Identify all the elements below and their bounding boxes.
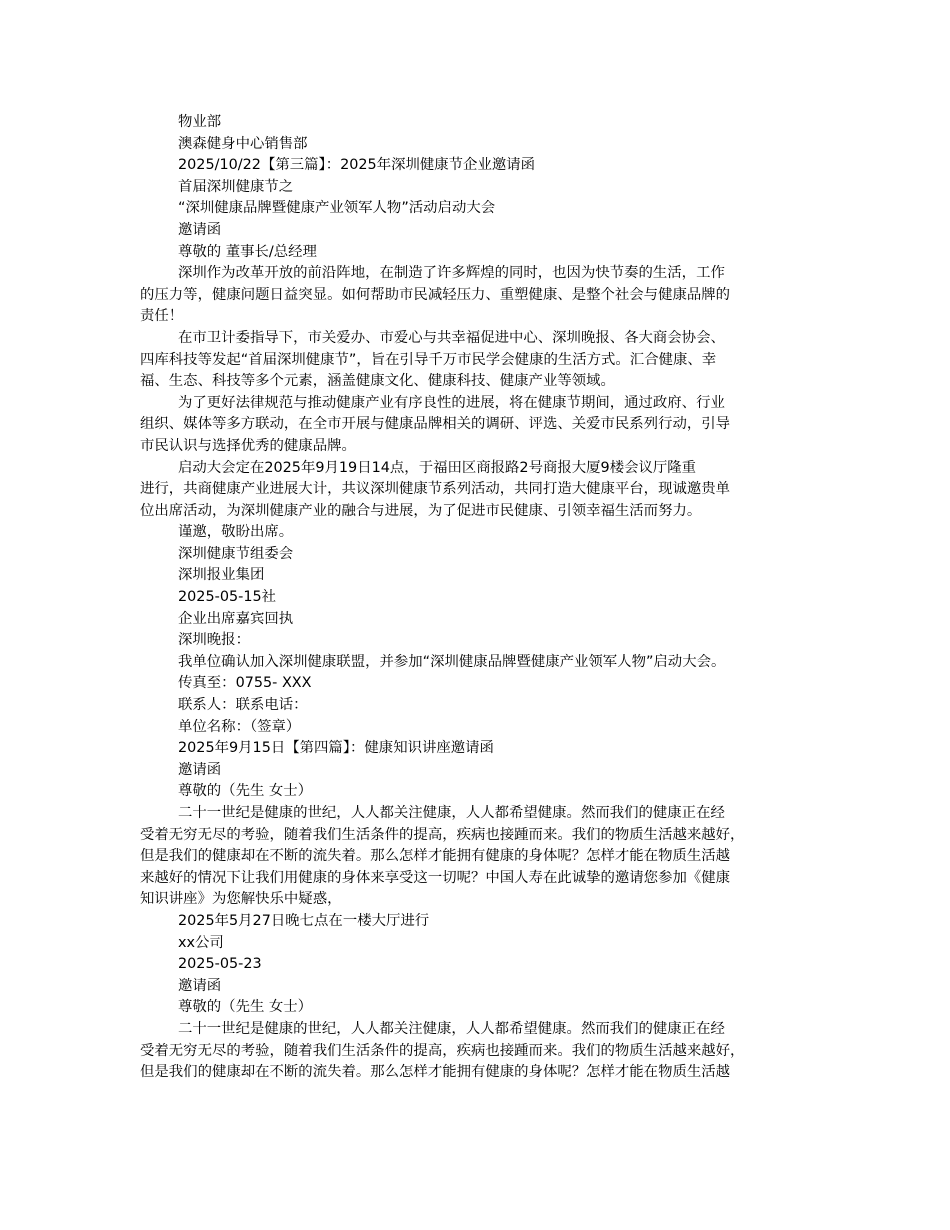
paragraph: [140, 263, 812, 328]
paragraph: [140, 1019, 812, 1084]
paragraph-line: 组织、媒体等多方联动，在全市开展与健康品牌相关的调研、评选、关爱市民系列行动，引导: [140, 416, 731, 433]
paragraph-line: 但是我们的健康却在不断的流失着。那么怎样才能拥有健康的身体呢？怎样才能在物质生活越: [140, 848, 731, 865]
text-line: 我单位确认加入深圳健康联盟，并参加“深圳健康品牌暨健康产业领军人物”启动大会。: [178, 653, 726, 670]
receipt-title: 企业出席嘉宾回执: [178, 610, 294, 627]
paragraph-line: 但是我们的健康却在不断的流失着。那么怎样才能拥有健康的身体呢？怎样才能在物质生活越: [140, 1064, 731, 1081]
signature-line: xx公司: [178, 934, 224, 951]
date-line: 2025年5月27日晚七点在一楼大厅进行: [178, 912, 430, 929]
paragraph-line: 福、生态、科技等多个元素，涵盖健康文化、健康科技、健康产业等领域。: [140, 373, 615, 390]
salutation: 尊敬的 董事长/总经理: [178, 243, 317, 260]
closing-text: 谨邀，敬盼出席。: [178, 524, 294, 541]
signature-line: 深圳健康节组委会: [178, 545, 294, 562]
event-title: “深圳健康品牌暨健康产业领军人物”活动启动大会: [178, 200, 496, 217]
paragraph-line: 深圳作为改革开放的前沿阵地，在制造了许多辉煌的同时，也因为快节奏的生活，工作: [178, 265, 725, 282]
paragraph-line: 位出席活动，为深圳健康产业的融合与进展，为了促进市民健康、引领幸福生活而努力。: [140, 502, 702, 519]
paragraph-line: 二十一世纪是健康的世纪，人人都关注健康，人人都希望健康。然而我们的健康正在经: [178, 1020, 725, 1037]
date-line: 2025-05-23: [178, 956, 262, 973]
section-heading: 2025年9月15日【第四篇】：健康知识讲座邀请函: [178, 740, 494, 757]
paragraph-line: 进行，共商健康产业进展大计，共议深圳健康节系列活动，共同打造大健康平台，现诚邀贵单: [140, 481, 731, 498]
paragraph-line: 启动大会定在2025年9月19日14点，于福田区商报路2号商报大厦9楼会议厅隆重: [178, 459, 697, 476]
paragraph-line: 的压力等，健康问题日益突显。如何帮助市民减轻压力、重塑健康、是整个社会与健康品牌的: [140, 286, 731, 303]
contact-line: 联系人：联系电话：: [178, 697, 308, 714]
paragraph-line: 在市卫计委指导下，市关爱办、市爱心与共幸福促进中心、深圳晚报、各大商会协会、: [178, 329, 725, 346]
paragraph-line: 四库科技等发起“首届深圳健康节”，旨在引导千万市民学会健康的生活方式。汇合健康、幸: [140, 351, 717, 368]
signature-line: 深圳报业集团: [178, 567, 265, 584]
paragraph-line: 市民认识与选择优秀的健康品牌。: [140, 437, 356, 454]
date-line: 2025-05-15社: [178, 589, 277, 606]
salutation: 尊敬的（先生 女士）: [178, 999, 313, 1016]
paragraph-line: 受着无穷无尽的考验，随着我们生活条件的提高，疾病也接踵而来。我们的物质生活越来越好，: [140, 1042, 745, 1059]
salutation: 尊敬的（先生 女士）: [178, 783, 313, 800]
paragraph: [140, 393, 812, 458]
invitation-title: 邀请函: [178, 761, 222, 778]
paragraph-line: 来越好的情况下让我们用健康的身体来享受这一切呢？中国人寿在此诚挚的邀请您参加《健康: [140, 869, 731, 886]
paragraph-line: 责任！: [140, 308, 184, 325]
paragraph-line: 二十一世纪是健康的世纪，人人都关注健康，人人都希望健康。然而我们的健康正在经: [178, 805, 725, 821]
paragraph-line: 为了更好法律规范与推动健康产业有序良性的进展，将在健康节期间，通过政府、行业: [178, 394, 725, 411]
document-body: [140, 112, 812, 1084]
paragraph: [140, 328, 812, 393]
text-line: 首届深圳健康节之: [178, 178, 294, 195]
paragraph-line: 受着无穷无尽的考验，随着我们生活条件的提高，疾病也接踵而来。我们的物质生活越来越好，: [140, 826, 745, 843]
unit-name-line: 单位名称：（签章）: [178, 718, 301, 735]
invitation-title: 邀请函: [178, 221, 222, 238]
text-line: 澳森健身中心销售部: [178, 135, 308, 152]
paragraph-line: 知识讲座》为您解快乐中疑惑，: [140, 891, 342, 908]
paragraph: [140, 803, 812, 911]
invitation-title: 邀请函: [178, 977, 222, 994]
text-line: 物业部: [178, 114, 222, 130]
paragraph: [140, 458, 812, 523]
fax-line: 传真至：0755- XXX: [178, 675, 312, 692]
text-line: 深圳晚报：: [178, 632, 250, 649]
section-heading: 2025/10/22【第三篇】：2025年深圳健康节企业邀请函: [178, 157, 536, 174]
